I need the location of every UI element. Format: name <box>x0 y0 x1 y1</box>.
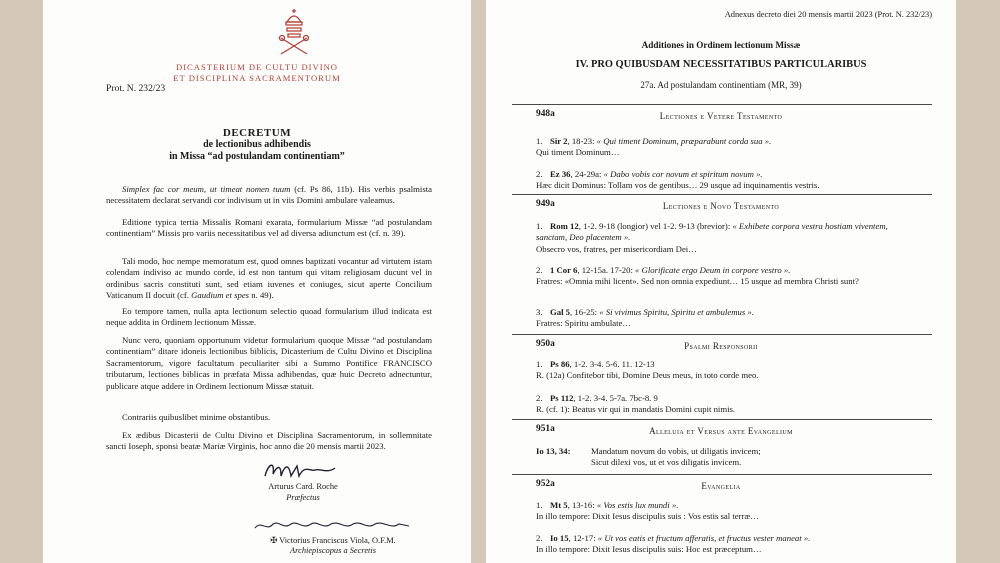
section-title: Evangelia <box>701 481 741 491</box>
signature-roche-icon <box>263 458 343 482</box>
annex-header: Adnexus decreto diei 20 mensis martii 2023 (Prot. N. 232/23) <box>724 10 932 19</box>
section-title: Lectiones e Vetere Testamento <box>659 111 783 121</box>
divider <box>512 104 932 105</box>
dicastery-name-line2: ET DISCIPLINA SACRAMENTORUM <box>173 73 341 83</box>
alleluia-verse: Io 13, 34: Mandatum novum do vobis, ut diligatis invicem; Sicut dilexi vos, ut et vos diligatis invicem. <box>536 446 761 467</box>
gospel-entry: 2. Io 15, 12-17: « Ut vos eatis et fructum afferatis, et fructus vester maneat ». In illo tempore: Dixit Iesus discipulis suis: Hoc est præceptum… <box>536 533 811 555</box>
gospel-entry: 1. Mt 5, 13-16: « Vos estis lux mundi ». In illo tempore: Dixit Iesus discipulis suis : Vos estis sal terræ… <box>536 500 759 522</box>
protocol-number: Prot. N. 232/23 <box>106 83 166 94</box>
section-title: Alleluia et Versus ante Evangelium <box>649 426 793 436</box>
divider <box>512 194 932 195</box>
dicastery-name-line1: DICASTERIUM DE CULTU DIVINO <box>175 62 339 72</box>
divider <box>512 334 932 335</box>
paragraph-5: Nunc vero, quoniam opportunum videtur formularium quoque Missæ “ad postulandam continentiam” ditare idoneis lectionibus biblicis, Dicasterium de Cultu Divino et Disciplina Sacramentorum, vigore facultatum peculiariter sibi a Summo Pontifice FRANCISCO tributarum, lectiones biblicas in præfata Missa adhibendas, quæ huic Decreto adnectuntur, publicare atque addere in Ordinem lectionum Missæ statuit. <box>106 335 432 391</box>
section-number: 952a <box>536 479 555 489</box>
signature-viola-icon <box>253 518 413 534</box>
paragraph-3: Tali modo, hoc nempe memoratum est, quod omnes baptizati vocantur ad virtutem istam colendam indiviso ac mundo corde, id est non tantum qui vitam religiosam ducunt vel in ordinibus sacris constituti sunt, sed etiam iuvenes et coniuges, sicut aperte Concilium Vaticanum II docuit (cf. Gaudium et spes n. 49). <box>106 256 432 301</box>
section-number: 948a <box>536 109 555 119</box>
paragraph-6: Contrariis quibuslibet minime obstantibus. <box>122 412 271 422</box>
annex-page <box>486 0 956 563</box>
psalm-entry: 1. Ps 86, 1-2. 3-4. 5-6. 11. 12-13 R. (12a) Confitebor tibi, Domine Deus meus, in toto corde meo. <box>536 359 759 381</box>
section-number: 951a <box>536 424 555 434</box>
reading-entry: 2. Ez 36, 24-29a: « Dabo vobis cor novum et spiritum novum ». Hæc dicit Dominus: Tollam vos de gentibus… 29 usque ad inquinamentis vestris. <box>536 169 820 191</box>
paragraph-4: Eo tempore tamen, nulla apta lectionum selectio quoad formularium illud indicata est neque addita in Ordinem lectionum Missæ. <box>106 306 432 328</box>
psalm-entry: 2. Ps 112, 1-2. 3-4. 5-7a. 7bc-8. 9 R. (cf. 1): Beatus vir qui in mandatis Domini cupit nimis. <box>536 393 736 415</box>
paragraph-1: Simplex fac cor meum, ut timeat nomen tuum (cf. Ps 86, 11b). His verbis psalmista necessitatem declarat servandi cor indivisum ut in viis Domini ambulare valeamus. <box>106 184 432 206</box>
section-subheading: 27a. Ad postulandam continentiam (MR, 39) <box>640 80 802 90</box>
reading-entry: 3. Gal 5, 16-25: « Si vivimus Spiritu, Spiritu et ambulemus ». Fratres: Spiritu ambulate… <box>536 307 754 329</box>
section-number: 950a <box>536 339 555 349</box>
additions-title: Additiones in Ordinem lectionum Missæ <box>641 40 801 50</box>
section-title: Psalmi Responsorii <box>684 341 758 351</box>
reading-entry: 2. 1 Cor 6, 12-15a. 17-20: « Glorificate ergo Deum in corpore vestro ». Fratres: «Omnia mihi licent». Sed non omnia expediunt… 15 usque ad membra Christi sunt? <box>536 265 859 287</box>
section-heading: IV. PRO QUIBUSDAM NECESSITATIBUS PARTICULARIBUS <box>575 59 867 70</box>
signature-role-prefect: Præfectus <box>286 493 320 502</box>
decree-subtitle-2: in Missa “ad postulandam continentiam” <box>169 151 345 162</box>
signature-name-prefect: Arturus Card. Roche <box>268 482 338 491</box>
divider <box>512 474 932 475</box>
divider <box>512 419 932 420</box>
decree-subtitle-1: de lectionibus adhibendis <box>203 139 311 150</box>
signature-role-secretary: Archiepiscopus a Secretis <box>290 546 376 555</box>
reading-entry: 1. Rom 12, 1-2. 9-18 (longior) vel 1-2. 9-13 (brevior): « Exhibete corpora vestra hostiam viventem, sanctam, Deo placentem ». Obsecro vos, fratres, per misericordiam Dei… <box>536 221 888 254</box>
decree-title: DECRETUM <box>222 127 292 139</box>
section-number: 949a <box>536 199 555 209</box>
paragraph-2: Editione typica tertia Missalis Romani exarata, formularium Missæ “ad postulandam continentiam” Missis pro variis necessitatibus vel ad diversa adiunctum est (cf. n. 39). <box>106 217 432 239</box>
papal-crest-icon <box>276 8 312 56</box>
decree-page <box>43 0 471 563</box>
paragraph-7: Ex ædibus Dicasterii de Cultu Divino et Disciplina Sacramentorum, in sollemnitate sancti Ioseph, sponsi beatæ Mariæ Virginis, hoc anno die 20 mensis martii 2023. <box>106 430 432 452</box>
signature-name-secretary: ✠ Victorius Franciscus Viola, O.F.M. <box>270 536 396 545</box>
reading-entry: 1. Sir 2, 18-23: « Qui timent Dominum, præparabunt corda sua ». Qui timent Dominum… <box>536 136 772 158</box>
section-title: Lectiones e Novo Testamento <box>662 201 780 211</box>
